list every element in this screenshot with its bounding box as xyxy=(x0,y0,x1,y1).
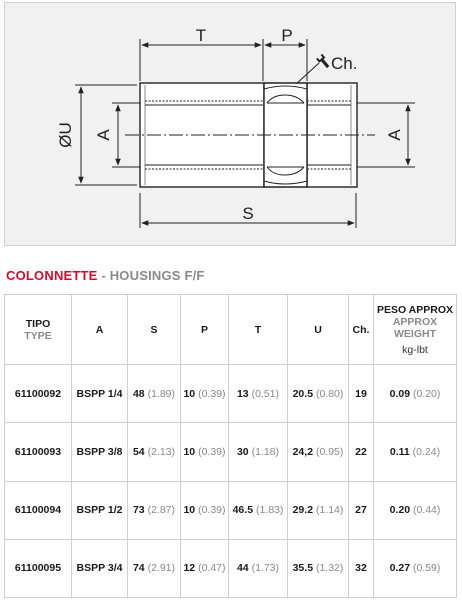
table-row xyxy=(5,539,457,597)
cell-U: 20.5 (0.80) xyxy=(288,365,349,423)
technical-drawing xyxy=(4,2,456,246)
cell-S: 73 (2.87) xyxy=(128,481,181,539)
dim-A-left: A xyxy=(94,129,113,141)
dim-U: ØU xyxy=(56,122,75,148)
table-row xyxy=(5,423,457,481)
cell-Ch: 27 xyxy=(349,481,374,539)
cell-S: 48 (1.89) xyxy=(128,365,181,423)
cell-S: 54 (2.13) xyxy=(128,423,181,481)
cell-Ch: 19 xyxy=(349,365,374,423)
header-weight: PESO APPROX APPROX WEIGHT kg-lbt xyxy=(374,295,457,365)
cell-P: 12 (0.47) xyxy=(181,539,229,597)
cell-code: 61100094 xyxy=(5,481,72,539)
cell-T: 13 (0.51) xyxy=(229,365,288,423)
cell-U: 35.5 (1.32) xyxy=(288,539,349,597)
spec-table xyxy=(4,294,457,598)
wrench-icon xyxy=(316,54,331,70)
product-subtitle: HOUSINGS F/F xyxy=(109,268,205,283)
cell-T: 44 (1.73) xyxy=(229,539,288,597)
dim-A-right: A xyxy=(385,129,404,141)
cell-A: BSPP 1/4 xyxy=(72,365,128,423)
dim-T: T xyxy=(195,26,207,45)
header-T: T xyxy=(229,295,288,365)
cell-P: 10 (0.39) xyxy=(181,481,229,539)
dim-Ch: Ch. xyxy=(331,54,358,73)
header-P: P xyxy=(181,295,229,365)
header-Ch: Ch. xyxy=(349,295,374,365)
cell-U: 24,2 (0.95) xyxy=(288,423,349,481)
header-S: S xyxy=(128,295,181,365)
title-separator: - xyxy=(97,268,110,283)
cell-weight: 0.20 (0.44) xyxy=(374,481,457,539)
table-header-row xyxy=(5,295,457,365)
cell-weight: 0.11 (0.24) xyxy=(374,423,457,481)
cell-T: 46.5 (1.83) xyxy=(229,481,288,539)
cell-weight: 0.09 (0.20) xyxy=(374,365,457,423)
cell-P: 10 (0.39) xyxy=(181,365,229,423)
dim-P: P xyxy=(281,26,293,45)
table-row xyxy=(5,481,457,539)
product-title xyxy=(6,268,205,283)
cell-Ch: 22 xyxy=(349,423,374,481)
cell-T: 30 (1.18) xyxy=(229,423,288,481)
header-A: A xyxy=(72,295,128,365)
table-row xyxy=(5,365,457,423)
cell-U: 29.2 (1.14) xyxy=(288,481,349,539)
cell-A: BSPP 1/2 xyxy=(72,481,128,539)
cell-Ch: 32 xyxy=(349,539,374,597)
cell-A: BSPP 3/4 xyxy=(72,539,128,597)
cell-P: 10 (0.39) xyxy=(181,423,229,481)
cell-code: 61100093 xyxy=(5,423,72,481)
cell-S: 74 (2.91) xyxy=(128,539,181,597)
dim-S: S xyxy=(242,204,254,223)
fitting-drawing-svg xyxy=(5,3,457,247)
product-name: COLONNETTE xyxy=(6,268,98,283)
cell-A: BSPP 3/8 xyxy=(72,423,128,481)
header-tipo: TIPO TYPE xyxy=(5,295,72,365)
cell-weight: 0.27 (0.59) xyxy=(374,539,457,597)
cell-code: 61100092 xyxy=(5,365,72,423)
header-U: U xyxy=(288,295,349,365)
cell-code: 61100095 xyxy=(5,539,72,597)
